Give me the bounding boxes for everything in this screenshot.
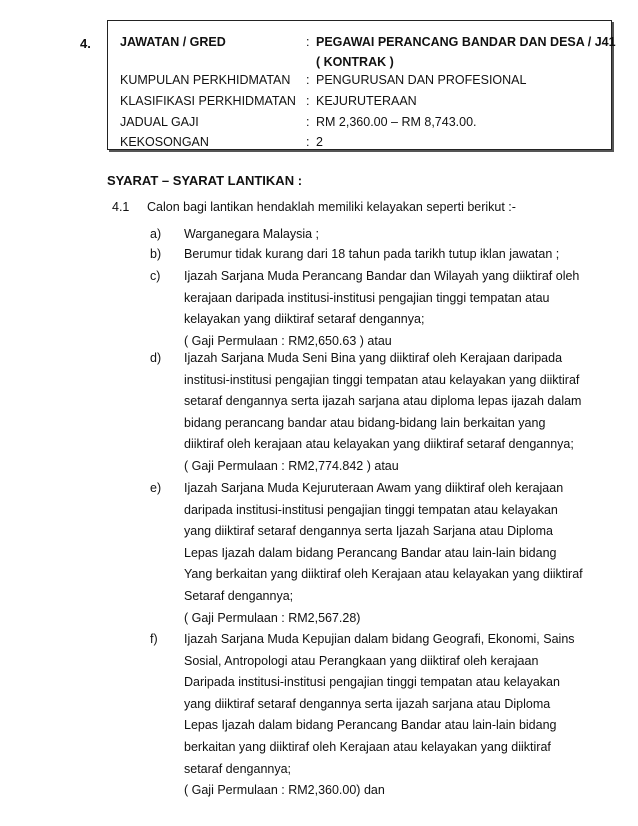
list-item-line: ( Gaji Permulaan : RM2,567.28) [184,610,361,625]
info-value: 2 [316,135,323,149]
list-item-line: daripada institusi-institusi pengajian tinggi tempatan atau kelayakan [184,502,558,517]
list-item-line: ( Gaji Permulaan : RM2,360.00) dan [184,783,385,798]
list-item-marker: c) [150,269,161,283]
info-label: KEKOSONGAN [120,135,209,149]
list-item-line: Lepas Ijazah dalam bidang Perancang Bandar atau lain-lain bidang [184,545,557,560]
list-item-marker: d) [150,351,162,365]
position-info-box [107,20,616,150]
list-item-line: Sosial, Antropologi atau Perangkaan yang diiktiraf oleh kerajaan [184,653,539,668]
info-colon: : [306,115,310,129]
list-item-line: kelayakan yang diiktiraf setaraf dengannya; [184,312,425,327]
info-row-service-group [120,73,605,91]
list-item-marker: b) [150,247,162,261]
list-item-line: Daripada institusi-institusi pengajian tinggi tempatan atau kelayakan [184,675,560,690]
list-item-line: berkaitan yang diiktiraf oleh Kerajaan atau kelayakan yang diiktiraf [184,740,551,754]
list-item-line: Lepas Ijazah dalam bidang Perancang Bandar atau lain-lain bidang [184,718,557,733]
list-item-line: ( Gaji Permulaan : RM2,774.842 ) atau [184,459,399,473]
list-item-marker: a) [150,227,162,241]
clause-number: 4.1 [112,200,130,214]
requirements-heading: SYARAT – SYARAT LANTIKAN : [107,173,303,188]
list-item-line: Ijazah Sarjana Muda Kepujian dalam bidang Geografi, Ekonomi, Sains [184,632,575,646]
info-label: JADUAL GAJI [120,115,199,129]
list-item-line: institusi-institusi pengajian tinggi tempatan atau kelayakan yang diiktiraf [184,372,580,387]
list-item-line: setaraf dengannya; [184,761,292,776]
info-label: KUMPULAN PERKHIDMATAN [120,73,291,87]
info-label: JAWATAN / GRED [120,35,226,49]
info-value: RM 2,360.00 – RM 8,743.00. [316,115,477,129]
list-item-line: yang diiktiraf setaraf dengannya serta Ijazah Sarjana atau Diploma [184,524,553,539]
info-row-salary-schedule [120,115,605,133]
info-value: PEGAWAI PERANCANG BANDAR DAN DESA / J41 [316,35,616,49]
item-number: 4. [80,36,91,51]
info-colon: : [306,135,310,149]
info-value-contract: ( KONTRAK ) [316,55,394,69]
info-label: KLASIFIKASI PERKHIDMATAN [120,94,296,108]
info-value: KEJURUTERAAN [316,94,417,108]
info-row-position [120,35,616,53]
info-value: PENGURUSAN DAN PROFESIONAL [316,73,527,87]
list-item-marker: f) [150,632,158,646]
info-colon: : [306,35,310,49]
list-item-line: setaraf dengannya serta ijazah sarjana atau diploma lepas ijazah dalam [184,394,582,409]
list-item-line: kerajaan daripada institusi-institusi pengajian tinggi tempatan atau [184,290,550,305]
info-row-vacancy [120,135,605,153]
list-item-line: Setaraf dengannya; [184,589,294,603]
list-item-line: Ijazah Sarjana Muda Seni Bina yang diiktiraf oleh Kerajaan daripada [184,351,563,365]
list-item-line: ( Gaji Permulaan : RM2,650.63 ) atau [184,333,392,348]
list-item-line: yang diiktiraf setaraf dengannya serta ijazah sarjana atau Diploma [184,696,551,711]
list-item-line: bidang perancang bandar atau bidang-bidang lain berkaitan yang [184,415,546,430]
info-row-classification [120,94,605,112]
info-colon: : [306,73,310,87]
list-item-line: Ijazah Sarjana Muda Kejuruteraan Awam yang diiktiraf oleh kerajaan [184,481,564,495]
list-item-line: Berumur tidak kurang dari 18 tahun pada tarikh tutup iklan jawatan ; [184,247,560,261]
list-item-line: Yang berkaitan yang diiktiraf oleh Kerajaan atau kelayakan yang diiktiraf [184,567,583,582]
list-item-line: Ijazah Sarjana Muda Perancang Bandar dan Wilayah yang diiktiraf oleh [184,269,580,283]
list-item-marker: e) [150,481,162,495]
list-item-line: diiktiraf oleh kerajaan atau kelayakan yang diiktiraf setaraf dengannya; [184,437,574,452]
list-item-line: Warganegara Malaysia ; [184,227,320,241]
clause-text: Calon bagi lantikan hendaklah memiliki kelayakan seperti berikut :- [147,200,516,214]
info-colon: : [306,94,310,108]
